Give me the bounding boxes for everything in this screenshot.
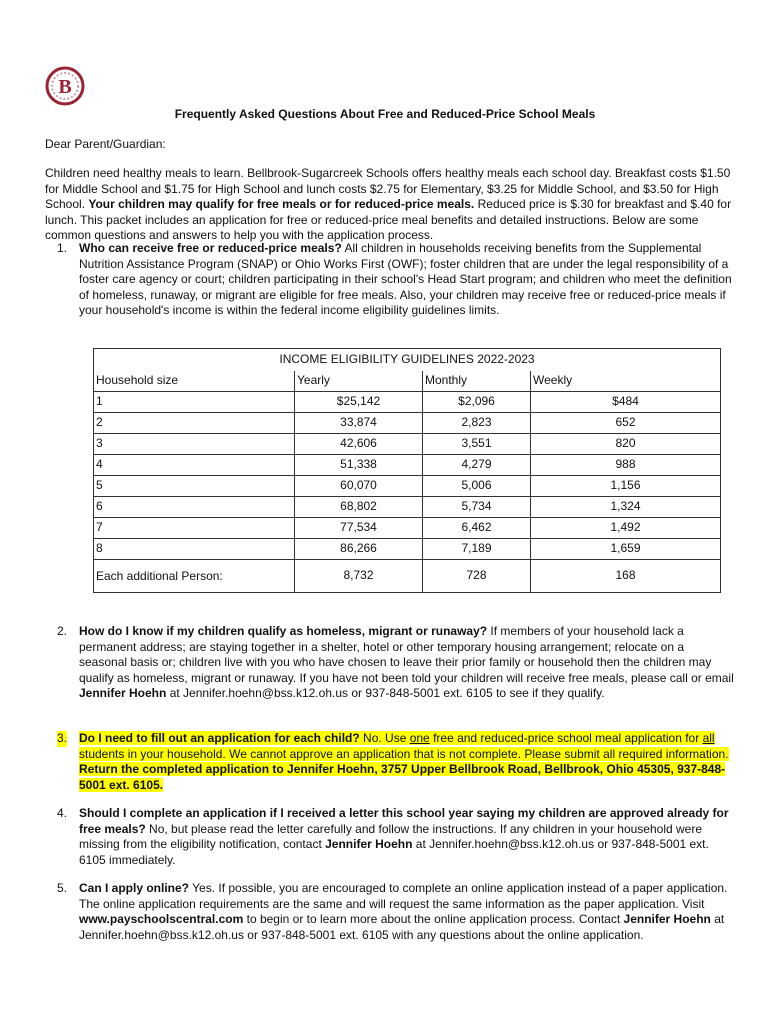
svg-text:B: B [58, 76, 72, 98]
table-header: Weekly [531, 371, 721, 392]
table-row: 4 51,338 4,279 988 [94, 455, 721, 476]
faq-item-3: 3. Do I need to fill out an application for each child? No. Use one free and reduced-price school meal application for all students in your household. We cannot approve an application that is not complete. Please submit all required information. Return the completed application to Jennifer Hoehn, 3757 Upper Bellbrook Road, Bellbrook, Ohio 45305, 937-848-5001 ext. 6105. [57, 731, 729, 792]
table-header: Yearly [295, 371, 423, 392]
income-eligibility-table [93, 348, 721, 593]
table-row: 2 33,874 2,823 652 [94, 413, 721, 434]
table-row: 1 $25,142 $2,096 $484 [94, 392, 721, 413]
school-logo [45, 66, 85, 106]
table-row: 8 86,266 7,189 1,659 [94, 539, 721, 560]
table-header: Household size [94, 371, 295, 392]
faq-question: How do I know if my children qualify as homeless, migrant or runaway? [79, 624, 488, 638]
table-row: 5 60,070 5,006 1,156 [94, 476, 721, 497]
page-title: Frequently Asked Questions About Free and Reduced-Price School Meals [174, 107, 596, 121]
table-row: 6 68,802 5,734 1,324 [94, 497, 721, 518]
table-row: 3 42,606 3,551 820 [94, 434, 721, 455]
faq-question: Do I need to fill out an application for each child? [79, 731, 360, 745]
faq-item-5: 5. Can I apply online? Yes. If possible, you are encouraged to complete an online application instead of a paper application. The online application requirements are the same and will request the same information as the paper application. Visit www.payschoolscentral.com to begin or to learn more about the online application process. Contact Jennifer Hoehn at Jennifer.hoehn@bss.k12.oh.us or 937-848-5001 ext. 6105 with any questions about the online application. [57, 881, 728, 942]
faq-question: Can I apply online? [79, 881, 190, 895]
faq-item-1: 1. Who can receive free or reduced-price meals? All children in households receiving benefits from the Supplemental Nutrition Assistance Program (SNAP) or Ohio Works First (OWF); foster children that are under the legal responsibility of a foster care agency or court; children participating in their school's Head Start program; and children who meet the definition of homeless, runaway, or migrant are eligible for free meals. Also, your children may receive free or reduced-price meals if your household's income is within the federal income eligibility guidelines limits. [57, 241, 732, 318]
table-caption: INCOME ELIGIBILITY GUIDELINES 2022-2023 [94, 349, 721, 372]
table-header: Monthly [423, 371, 531, 392]
table-row: 7 77,534 6,462 1,492 [94, 518, 721, 539]
table-row: Each additional Person: 8,732 728 168 [94, 560, 721, 593]
faq-item-2: 2. How do I know if my children qualify as homeless, migrant or runaway? If members of your household lack a permanent address; are staying together in a shelter, hotel or other temporary housing arrangement; relocate on a seasonal basis or; children live with you who have chosen to leave their prior family or household then the children may qualify as homeless, migrant or runaway. If you have not been told your children will receive free meals, please call or email Jennifer Hoehn at Jennifer.hoehn@bss.k12.oh.us or 937-848-5001 ext. 6105 to see if they qualify. [57, 624, 734, 701]
intro-paragraph: Children need healthy meals to learn. Bellbrook-Sugarcreek Schools offers healthy meals each school day. Breakfast costs $1.50 for Middle School and $1.75 for High School and lunch costs $2.75 for Elementary, $3.25 for Middle School, and $3.50 for High School. Your children may qualify for free meals or for reduced-price meals. Reduced price is $.30 for breakfast and $.40 for lunch. This packet includes an application for free or reduced-price meal benefits and detailed instructions. Below are some common questions and answers to help you with the application process. [45, 166, 732, 243]
faq-question: Who can receive free or reduced-price meals? [79, 241, 342, 255]
salutation: Dear Parent/Guardian: [45, 137, 166, 151]
faq-item-4: 4. Should I complete an application if I received a letter this school year saying my children are approved already for free meals? No, but please read the letter carefully and follow the instructions. If any children in your household were missing from the eligibility notification, contact Jennifer Hoehn at Jennifer.hoehn@bss.k12.oh.us or 937-848-5001 ext. 6105 immediately. [57, 806, 729, 867]
faq-question: Should I complete an application if I received a letter this school year saying my children are approved already for free meals? [79, 806, 729, 836]
